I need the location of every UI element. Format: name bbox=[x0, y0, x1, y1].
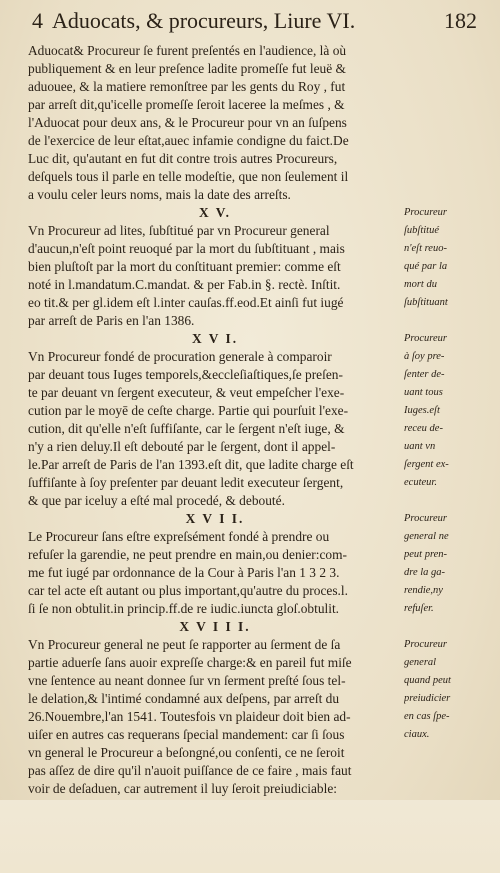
margin-note: mort du bbox=[404, 279, 437, 290]
text-line: refuſer la garendie, ne peut prendre en main,ou denier:com- bbox=[28, 547, 347, 562]
running-title: Aduocats, & procureurs, Liure VI. bbox=[52, 8, 356, 33]
margin-note: general bbox=[404, 657, 437, 668]
text-line: de l'exercice de leur eſtat,auec infamie condigne du faict.De bbox=[28, 133, 349, 148]
section-heading: X V I. bbox=[191, 331, 239, 346]
margin-note: Procureur bbox=[404, 333, 447, 344]
margin-note: ſubſtitué bbox=[404, 225, 439, 236]
text-line: te par deuant vn ſergent executeur, & veut empeſcher l'exe- bbox=[28, 385, 345, 400]
margin-note: uant tous bbox=[404, 387, 443, 398]
margin-note: dre la ga- bbox=[404, 567, 446, 578]
margin-note: ſenter de- bbox=[404, 369, 445, 380]
text-line: noté in l.mandatum.C.mandat. & per Fab.in §. rectè. Inſtit. bbox=[28, 277, 341, 292]
text-line: par arreſt de Paris en l'an 1386. bbox=[28, 313, 195, 328]
text-line: publiquement & en leur preſence ladite promeſſe fut leuë & bbox=[28, 61, 346, 76]
text-line: l'Aduocat pour deux ans, & le Procureur pour vn an ſuſpens bbox=[28, 115, 347, 130]
text-line: n'y a rien deluy.Il eſt debouté par le ſergent, dont il appel- bbox=[28, 439, 336, 454]
text-line: le delation,& l'intimé condamné aux deſpens, par arreſt du bbox=[28, 691, 340, 706]
text-line: cution, dit qu'elle n'eſt ſuffiſante, car le ſergent n'eſt iuge, & bbox=[28, 421, 345, 436]
text-line: aduouee, & la matiere remonſtree par les gents du Roy , fut bbox=[28, 79, 346, 94]
text-line: par deuant tous Iuges temporels,&eccleſiaſtiques,ſe preſen- bbox=[28, 367, 343, 382]
text-line: voir de deſaduen, car autrement il luy ſeroit preiudiciable: bbox=[28, 781, 337, 796]
margin-note: quand peut bbox=[404, 675, 451, 686]
margin-note: qué par la bbox=[404, 261, 448, 272]
text-line: par arreſt dit,qu'icelle promeſſe ſeroit laceree la meſmes , & bbox=[28, 97, 345, 112]
text-line: cution par le moyē de ceſte charge. Partie qui pourſuit l'exe- bbox=[28, 403, 349, 418]
text-line: car tel acte eſt autant ou plus important,qu'autre du proces.l. bbox=[28, 583, 348, 598]
text-line: & que par iceluy a eſté mal procedé, & debouté. bbox=[28, 493, 285, 508]
margin-note: general ne bbox=[404, 531, 449, 542]
page-number: 4 bbox=[32, 8, 43, 33]
margin-note: à ſoy pre- bbox=[404, 351, 445, 362]
text-line: ſuffiſante à ſoy preſenter par deuant ledit executeur ſergent, bbox=[28, 475, 344, 490]
blank-lower-margin bbox=[0, 800, 500, 873]
margin-note: Iuges.eſt bbox=[404, 405, 440, 416]
text-line: Vn Procureur fondé de procuration generale à comparoir bbox=[28, 349, 332, 364]
text-line: bien pluſtoſt par la mort du conſtituant premier: comme eſt bbox=[28, 259, 341, 274]
margin-note: Procureur bbox=[404, 639, 447, 650]
section-heading: X V. bbox=[198, 205, 232, 220]
text-line: pas aſſez de dire qu'il n'auoit puiſſance de ce faire , mais faut bbox=[28, 763, 352, 778]
text-line: le.Par arreſt de Paris de l'an 1393.eſt dit, que ladite charge eſt bbox=[28, 457, 354, 472]
text-line: vn general le Procureur a beſongné,ou conſenti, ce ne ſeroit bbox=[28, 745, 345, 760]
margin-note: n'eſt reuo- bbox=[404, 243, 447, 254]
margin-note: refuſer. bbox=[404, 603, 434, 614]
text-line: partie aduerſe ſans auoir expreſſe charge:& en pareil fut miſe bbox=[28, 655, 352, 670]
text-line: Aduocat& Procureur ſe furent preſentés en l'audience, là où bbox=[28, 43, 347, 58]
folio-number: 182 bbox=[444, 8, 477, 33]
text-line: eo tit.& per gl.idem eſt l.inter cauſas.ff.eod.Et ainſi fut iugé bbox=[28, 295, 344, 310]
margin-note: uant vn bbox=[404, 441, 436, 452]
margin-note: ſergent ex- bbox=[404, 459, 449, 470]
text-line: d'aucun,n'eſt point reuoqué par la mort du ſubſtituant , mais bbox=[28, 241, 345, 256]
margin-note: Procureur bbox=[404, 207, 447, 218]
margin-note: preiudicier bbox=[404, 693, 451, 704]
margin-note: Procureur bbox=[404, 513, 447, 524]
text-line: deſquels tous il parle en telle modeſtie, que non ſeulement il bbox=[28, 169, 349, 184]
text-line: vne ſentence au neant donnee ſur vn ſerment preſté ſous tel- bbox=[28, 673, 346, 688]
section-heading: X V I I I. bbox=[179, 619, 251, 634]
text-line: a voulu celer leurs noms, mais la date des arreſts. bbox=[28, 187, 291, 202]
text-line: ſi ſe non obtulit.in princip.ff.de re iudic.iuncta gloſ.obtulit. bbox=[28, 601, 340, 616]
text-line: uiſer en autres cas requerans ſpecial mandement: car ſi ſous bbox=[28, 727, 345, 742]
text-line: me fut iugé par ordonnance de la Cour à Paris l'an 1 3 2 3. bbox=[28, 565, 340, 580]
margin-note: rendie,ny bbox=[404, 585, 443, 596]
text-line: Le Procureur ſans eſtre expreſsément fondé à prendre ou bbox=[28, 529, 330, 544]
page-header bbox=[32, 6, 477, 36]
text-line: Vn Procureur ad lites, ſubſtitué par vn Procureur general bbox=[28, 223, 330, 238]
text-line: 26.Nouembre,l'an 1541. Toutesfois vn plaideur doit bien ad- bbox=[28, 709, 351, 724]
margin-note: ecuteur. bbox=[404, 477, 437, 488]
margin-note: ſubſtituant bbox=[404, 297, 448, 308]
margin-note: receu de- bbox=[404, 423, 443, 434]
margin-note: peut pren- bbox=[404, 549, 448, 560]
text-line: Vn Procureur general ne peut ſe rapporter au ſerment de ſa bbox=[28, 637, 341, 652]
margin-note: en cas ſpe- bbox=[404, 711, 450, 722]
text-line: Luc dit, qu'autant en fut dit contre trois autres Procureurs, bbox=[28, 151, 338, 166]
margin-note: ciaux. bbox=[404, 729, 430, 740]
section-heading: X V I I. bbox=[185, 511, 245, 526]
